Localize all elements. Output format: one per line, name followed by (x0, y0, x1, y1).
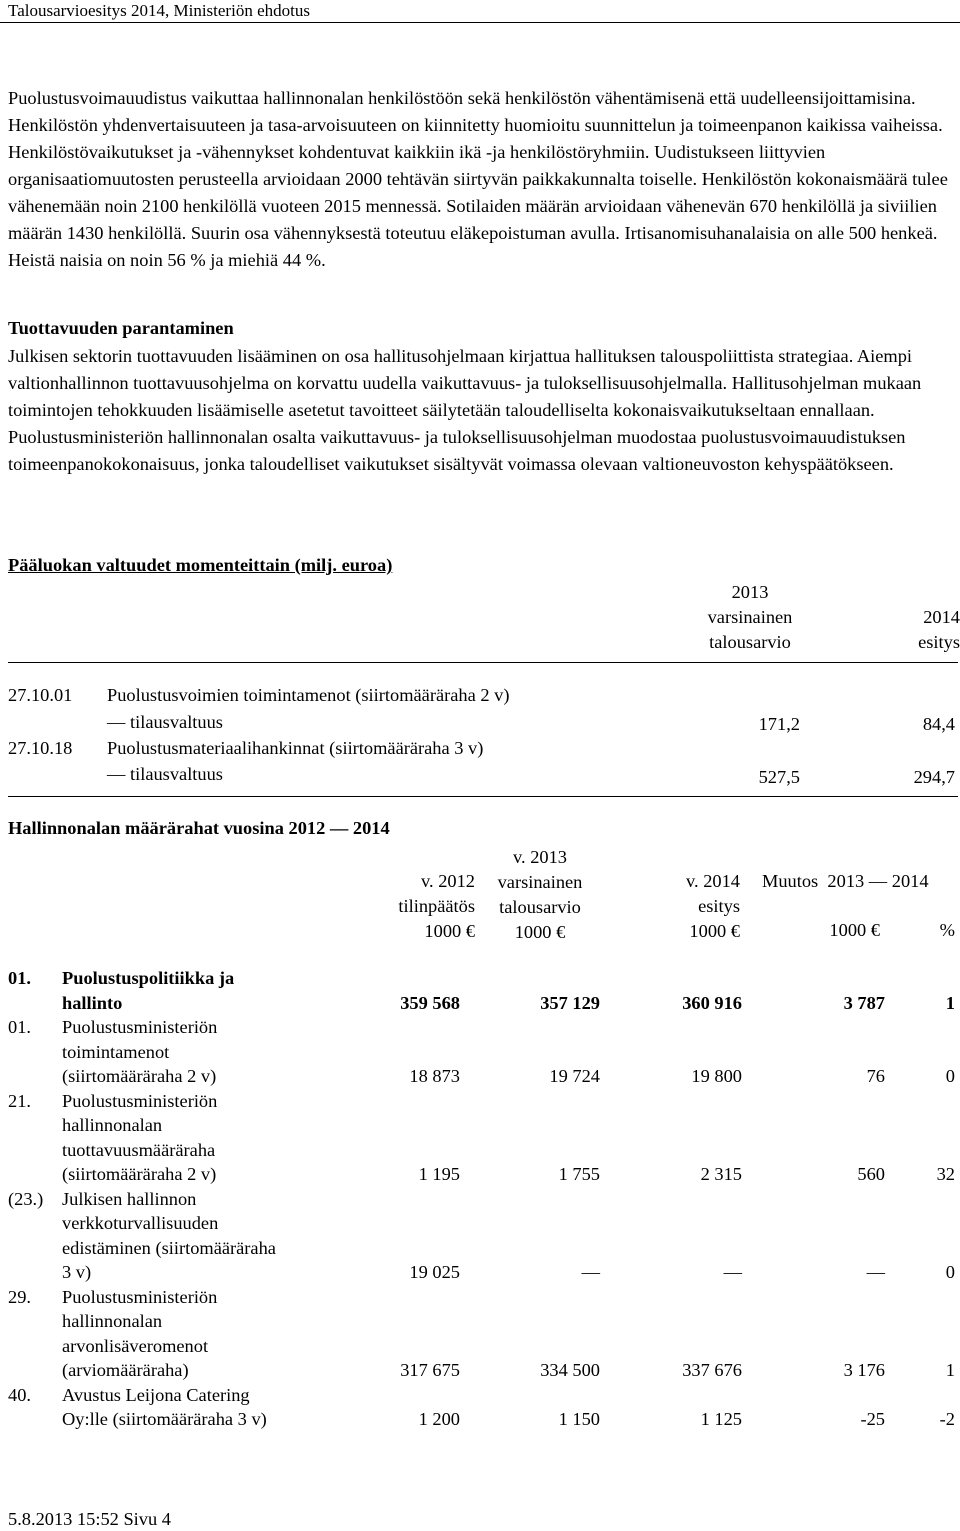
table2-col-2012-header: v. 2012 tilinpäätös 1000 € (398, 871, 475, 941)
row-description-line: Puolustuspolitiikka ja (62, 968, 235, 988)
table1-row2-2014: 294,7 (913, 767, 955, 787)
table1-title: Pääluokan valtuudet momenteittain (milj. euroa) (8, 555, 393, 575)
table2-col-2013-header: v. 2013 varsinainen talousarvio 1000 € (497, 847, 583, 942)
value-2014: 1 125 (700, 1409, 742, 1429)
row-description-line: Puolustusministeriön (62, 1017, 218, 1037)
row-description-line: Julkisen hallinnon (62, 1188, 197, 1209)
row-description (62, 1015, 312, 1089)
row-description-line: hallinnonalan (62, 1311, 163, 1331)
table2-title: Hallinnonalan määrärahat vuosina 2012 — 2014 (8, 818, 390, 838)
table1-row1-2013: 171,2 (758, 714, 800, 734)
value-change: 560 (857, 1164, 885, 1184)
table-row (0, 1187, 960, 1285)
row-description-line: Avustus Leijona Catering (62, 1384, 250, 1405)
row-description-line: Oy:lle (siirtomääräraha 3 v) (62, 1409, 267, 1429)
row-description-line: tuottavuusmääräraha (62, 1139, 216, 1160)
paragraph-personnel: Puolustusvoimauudistus vaikuttaa hallinnonalan henkilöstöön sekä henkilöstön vähentämisenä että uudelleensijoittamisina. Henkilöstön yhdenvertaisuuteen ja tasa-arvoisuuteen on kiinnitetty huomioitu suunnittelun ja toimeenpanon kaikissa vaiheissa. Henkilöstövaikutukset ja -vähennykset kohdentuvat kaikkiin ikä -ja henkilöstöryhmiin. Uudistukseen liittyvien organisaatiomuutosten perusteella arvioidaan 2000 tehtävän siirtyvän paikkakunnalta toiselle. Henkilöstön kokonaismäärä tulee vähenemään noin 2100 henkilöllä vuoteen 2015 mennessä. Sotilaiden määrän arvioidaan vähenevän 670 henkilöllä ja siviilien määrän 1430 henkilöllä. Suurin osa vähennyksestä toteutuu eläkepoistuman avulla. Irtisanomisuhanalaisia on alle 500 henkeä. Heistä naisia on noin 56 % ja miehiä 44 %. (8, 88, 948, 270)
row-description-line: hallinto (62, 992, 123, 1013)
value-change: 76 (866, 1066, 885, 1086)
value-2012: 317 675 (400, 1360, 460, 1380)
row-description (62, 1089, 312, 1187)
table2-change-header: Muutos 2013 — 2014 (762, 871, 929, 891)
row-description-line: toimintamenot (62, 1041, 170, 1062)
table1-row2-label: Puolustusmateriaalihankinnat (siirtomääräraha 3 v) (107, 738, 484, 758)
value-2012: 359 568 (400, 992, 460, 1013)
table1-divider (8, 662, 958, 663)
value-2013: 1 150 (558, 1409, 600, 1429)
row-description (62, 1285, 312, 1383)
value-percent: -2 (939, 1409, 955, 1429)
table1-row1-code: 27.10.01 (8, 685, 73, 705)
table1-row1-label: Puolustusvoimien toimintamenot (siirtomääräraha 2 v) (107, 685, 510, 705)
table1-row2-sub: — tilausvaltuus (107, 764, 223, 784)
row-number: 01. (8, 968, 31, 988)
document-title: Talousarvioesitys 2014, Ministeriön ehdotus (8, 1, 310, 20)
section-heading-productivity: Tuottavuuden parantaminen (8, 318, 234, 338)
value-2012: 1 195 (418, 1164, 460, 1184)
value-2013: 1 755 (558, 1164, 600, 1184)
value-2014: 2 315 (700, 1164, 742, 1184)
table1-row2-2013: 527,5 (758, 767, 800, 787)
value-percent: 1 (945, 992, 955, 1013)
row-description (62, 966, 312, 1015)
value-2014: — (723, 1262, 742, 1282)
value-2012: 1 200 (418, 1409, 460, 1429)
value-percent: 0 (945, 1262, 955, 1282)
row-description-line: Puolustusministeriön (62, 1286, 218, 1307)
value-2014: 337 676 (682, 1360, 742, 1380)
table1-row1-sub: — tilausvaltuus (107, 712, 223, 732)
row-description-line: verkkoturvallisuuden (62, 1213, 219, 1233)
row-description-line: 3 v) (62, 1262, 92, 1282)
value-2012: 19 025 (409, 1262, 460, 1282)
row-number: 29. (8, 1286, 31, 1307)
row-description (62, 1187, 312, 1285)
row-description-line: arvonlisäveromenot (62, 1335, 209, 1356)
row-description-line: (arviomääräraha) (62, 1360, 189, 1380)
row-description-line: (siirtomääräraha 2 v) (62, 1066, 217, 1086)
table1-col-2013-header: 2013 varsinainen talousarvio (707, 582, 793, 652)
table2-change-unit: 1000 € (829, 920, 880, 940)
row-description (62, 1383, 312, 1432)
row-description-line: Puolustusministeriön (62, 1090, 218, 1111)
value-2013: 357 129 (540, 992, 600, 1013)
value-change: — (866, 1262, 885, 1282)
value-2014: 19 800 (691, 1066, 742, 1086)
row-description-line: (siirtomääräraha 2 v) (62, 1164, 217, 1184)
table1-col-2014-header: 2014 esitys (918, 607, 960, 652)
table-row (0, 966, 960, 1015)
table1-row1-2014: 84,4 (922, 714, 955, 734)
paragraph-productivity: Julkisen sektorin tuottavuuden lisääminen on osa hallitusohjelmaan kirjattua hallituksen talouspoliittista strategiaa. Aiempi valtionhallinnon tuottavuusohjelma on korvattu uudella vaikuttavuus- ja tuloksellisuusohjelmalla. Hallitusohjelman mukaan toimintojen tehokkuuden lisäämiselle asetetut tavoitteet säilytetään taloudelliselta kokonaisvaikutukseltaan ennallaan. Puolustusministeriön hallinnonalan osalta vaikuttavuus- ja tuloksellisuusohjelman muodostaa puolustusvoimauudistuksen toimeenpanokokonaisuus, jonka taloudelliset vaikutukset sisältyvät voimassa olevaan valtioneuvoston kehyspäätökseen. (8, 346, 922, 474)
table1-bottom-rule (8, 796, 958, 797)
row-number: 40. (8, 1384, 31, 1405)
row-description-line: hallinnonalan (62, 1115, 163, 1135)
value-2014: 360 916 (682, 992, 742, 1013)
table2-percent-unit: % (939, 920, 955, 940)
value-2012: 18 873 (409, 1066, 460, 1086)
table-row (0, 1383, 960, 1432)
row-number: 01. (8, 1017, 31, 1037)
value-change: -25 (860, 1409, 885, 1429)
table1-row2-code: 27.10.18 (8, 738, 73, 758)
value-2013: — (581, 1262, 600, 1282)
value-percent: 0 (945, 1066, 955, 1086)
page-header (0, 0, 960, 23)
table-row (0, 1015, 960, 1089)
row-number: (23.) (8, 1188, 44, 1209)
page-footer: 5.8.2013 15:52 Sivu 4 (8, 1509, 171, 1529)
table-row (0, 1285, 960, 1383)
value-2013: 334 500 (540, 1360, 600, 1380)
value-change: 3 176 (843, 1360, 885, 1380)
row-description-line: edistäminen (siirtomääräraha (62, 1237, 276, 1258)
value-change: 3 787 (843, 992, 885, 1013)
table2-col-2014-header: v. 2014 esitys 1000 € (686, 871, 740, 941)
value-percent: 32 (936, 1164, 955, 1184)
value-percent: 1 (945, 1360, 955, 1380)
value-2013: 19 724 (549, 1066, 600, 1086)
table-row (0, 1089, 960, 1187)
row-number: 21. (8, 1090, 31, 1111)
